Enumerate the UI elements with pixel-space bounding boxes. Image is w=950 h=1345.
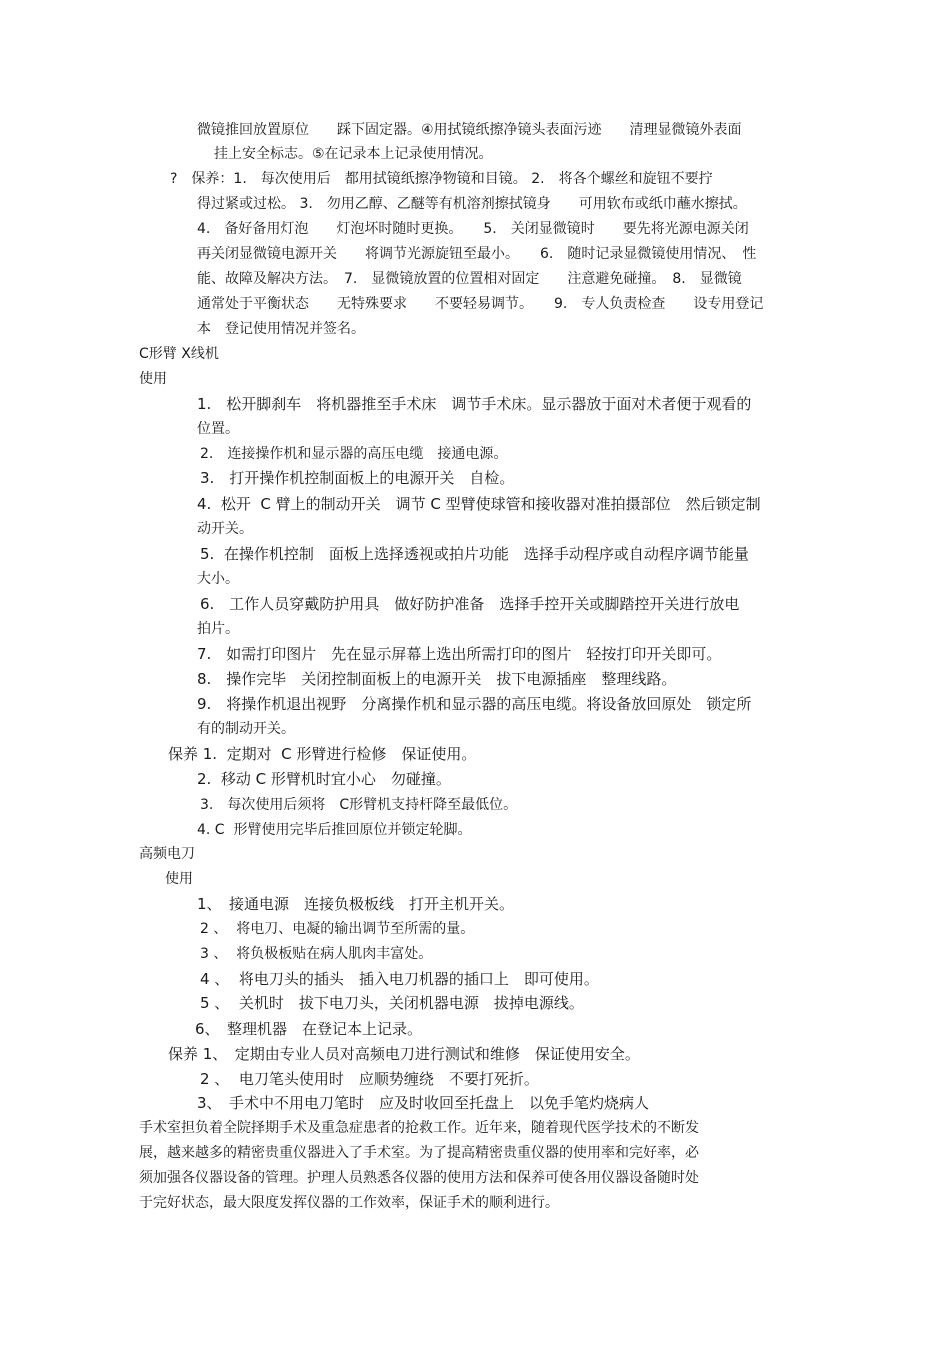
carm-use-label: 使用: [139, 371, 167, 387]
carm-step-2: 2. 连接操作机和显示器的高压电缆 接通电源。: [200, 446, 508, 462]
carm-maintenance-3: 3. 每次使用后须将 C形臂机支持杆降至最低位。: [200, 797, 518, 813]
microscope-maintenance-line-3: 4. 备好备用灯泡 灯泡坏时随时更换。 5. 关闭显微镜时 要先将光源电源关闭: [197, 221, 749, 237]
microscope-maintenance-line-6: 通常处于平衡状态 无特殊要求 不要轻易调节。 9. 专人负责检查 设专用登记: [197, 296, 764, 312]
carm-step-1-line-2: 位置。: [197, 421, 239, 437]
microscope-maintenance-line-1: ? 保养：1. 每次使用后 都用拭镜纸擦净物镜和目镜。 2. 将各个螺丝和旋钮不要拧: [170, 171, 713, 187]
carm-heading: C形臂 X线机: [139, 346, 219, 362]
carm-step-9-line-1: 9. 将操作机退出视野 分离操作机和显示器的高压电缆。将设备放回原处 锁定所: [197, 695, 752, 713]
carm-step-6-line-1: 6. 工作人员穿戴防护用具 做好防护准备 选择手控开关或脚踏控开关进行放电: [200, 595, 740, 613]
carm-step-6-line-2: 拍片。: [197, 621, 239, 637]
carm-step-7: 7. 如需打印图片 先在显示屏幕上选出所需打印的图片 轻按打印开关即可。: [197, 645, 722, 663]
esu-step-1: 1、 接通电源 连接负极板线 打开主机开关。: [197, 895, 515, 913]
esu-use-label: 使用: [165, 871, 193, 887]
esu-maintenance-2: 2 、 电刀笔头使用时 应顺势缠绕 不要打死折。: [200, 1070, 539, 1088]
carm-maintenance-4: 4. C 形臂使用完毕后推回原位并锁定轮脚。: [197, 822, 472, 838]
esu-step-3: 3 、 将负极板贴在病人肌肉丰富处。: [200, 946, 433, 962]
summary-line-2: 展，越来越多的精密贵重仪器进入了手术室。为了提高精密贵重仪器的使用率和完好率，必: [139, 1145, 699, 1161]
esu-step-4: 4 、 将电刀头的插头 插入电刀机器的插口上 即可使用。: [200, 970, 599, 988]
microscope-maintenance-line-7: 本 登记使用情况并签名。: [197, 321, 365, 337]
carm-step-9-line-2: 有的制动开关。: [197, 721, 295, 737]
carm-step-8: 8. 操作完毕 关闭控制面板上的电源开关 拔下电源插座 整理线路。: [197, 670, 677, 688]
summary-line-4: 于完好状态，最大限度发挥仪器的工作效率，保证手术的顺利进行。: [139, 1195, 559, 1211]
microscope-use-line-1: 微镜推回放置原位 踩下固定器。④用拭镜纸擦净镜头表面污迹 清理显微镜外表面: [197, 122, 742, 138]
carm-maintenance-1: 保养 1. 定期对 C 形臂进行检修 保证使用。: [168, 745, 477, 763]
esu-maintenance-1: 保养 1、 定期由专业人员对高频电刀进行测试和维修 保证使用安全。: [168, 1045, 640, 1063]
microscope-maintenance-line-4: 再关闭显微镜电源开关 将调节光源旋钮至最小。 6. 随时记录显微镜使用情况、 性: [197, 246, 757, 262]
carm-step-5-line-2: 大小。: [197, 571, 239, 587]
carm-maintenance-2: 2. 移动 C 形臂机时宜小心 勿碰撞。: [197, 770, 451, 788]
carm-step-4-line-1: 4. 松开 C 臂上的制动开关 调节 C 型臂使球管和接收器对准拍摄部位 然后锁定制: [197, 495, 761, 513]
esu-maintenance-3: 3、 手术中不用电刀笔时 应及时收回至托盘上 以免手笔灼烧病人: [197, 1094, 650, 1112]
esu-heading: 高频电刀: [139, 846, 195, 862]
carm-step-5-line-1: 5. 在操作机控制 面板上选择透视或拍片功能 选择手动程序或自动程序调节能量: [200, 545, 749, 563]
esu-step-6: 6、 整理机器 在登记本上记录。: [195, 1020, 423, 1038]
carm-step-1-line-1: 1. 松开脚刹车 将机器推至手术床 调节手术床。显示器放于面对术者便于观看的: [197, 395, 752, 413]
summary-line-1: 手术室担负着全院择期手术及重急症患者的抢救工作。近年来，随着现代医学技术的不断发: [139, 1120, 699, 1136]
microscope-use-line-2: 挂上安全标志。⑤在记录本上记录使用情况。: [214, 146, 493, 162]
carm-step-4-line-2: 动开关。: [197, 521, 253, 537]
summary-line-3: 须加强各仪器设备的管理。护理人员熟悉各仪器的使用方法和保养可使各用仪器设备随时处: [139, 1170, 699, 1186]
carm-step-3: 3. 打开操作机控制面板上的电源开关 自检。: [200, 469, 515, 487]
esu-step-2: 2 、 将电刀、电凝的输出调节至所需的量。: [200, 921, 475, 937]
microscope-maintenance-line-5: 能、故障及解决方法。 7. 显微镜放置的位置相对固定 注意避免碰撞。 8. 显微镜: [197, 271, 742, 287]
microscope-maintenance-line-2: 得过紧或过松。 3. 勿用乙醇、乙醚等有机溶剂擦拭镜身 可用软布或纸巾蘸水擦拭。: [197, 196, 747, 212]
esu-step-5: 5 、 关机时 拔下电刀头，关闭机器电源 拔掉电源线。: [200, 994, 584, 1012]
